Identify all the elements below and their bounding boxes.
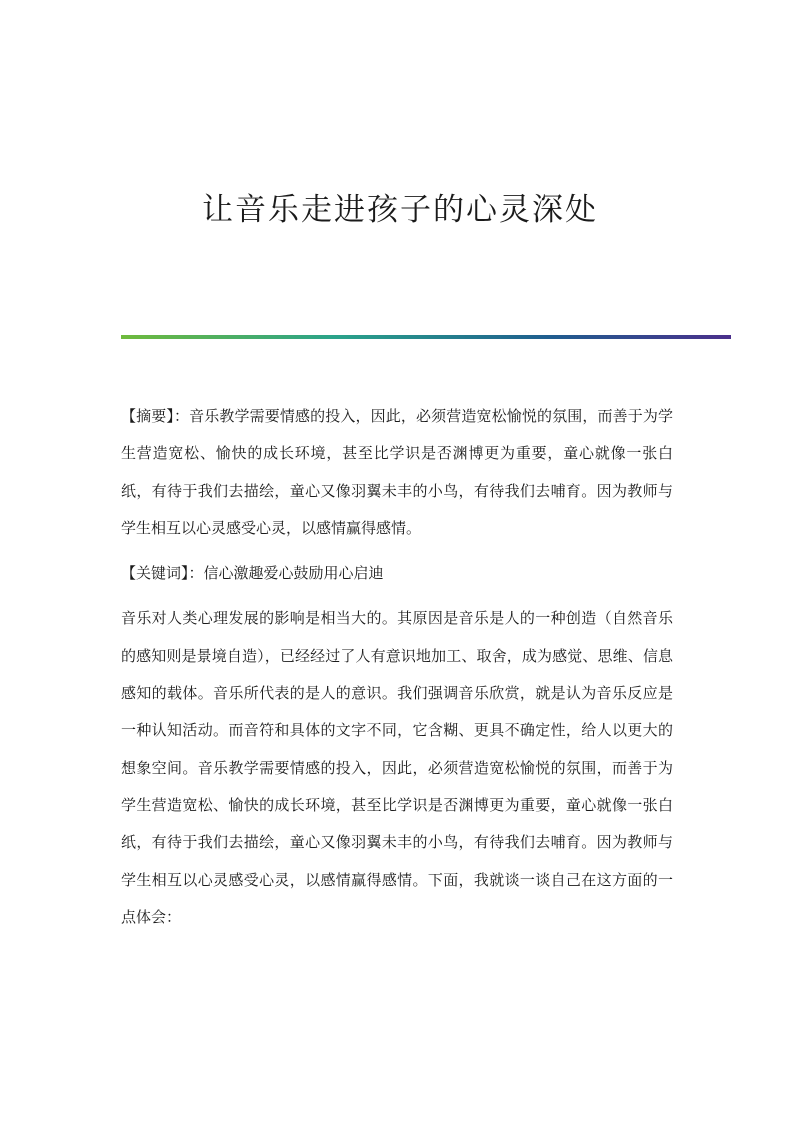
abstract-paragraph <box>121 398 673 547</box>
keywords-text: ：信心激趣爱心鼓励用心启迪 <box>188 564 384 583</box>
keywords-label: 【关键词】 <box>121 564 189 583</box>
keywords-paragraph <box>121 555 673 592</box>
document-title: 让音乐走进孩子的心灵深处 <box>202 192 598 228</box>
title-divider <box>121 335 731 339</box>
body-paragraph: 音乐对人类心理发展的影响是相当大的。其原因是音乐是人的一种创造（自然音乐的感知则是景境自造），已经经过了人有意识地加工、取舍，成为感觉、思维、信息感知的载体。音乐所代表的是人的意识。我们强调音乐欣赏，就是认为音乐反应是一种认知活动。而音符和具体的文字不同，它含糊、更具不确定性，给人以更大的想象空间。音乐教学需要情感的投入，因此，必须营造宽松愉悦的氛围，而善于为学生营造宽松、愉快的成长环境，甚至比学识是否渊博更为重要，童心就像一张白纸，有待于我们去描绘，童心又像羽翼未丰的小鸟，有待我们去哺育。因为教师与学生相互以心灵感受心灵，以感情赢得感情。下面，我就谈一谈自己在这方面的一点体会： <box>121 609 673 926</box>
abstract-label: 【摘要】 <box>121 407 174 425</box>
abstract-text: ：音乐教学需要情感的投入，因此，必须营造宽松愉悦的氛围，而善于为学生营造宽松、愉快的成长环境，甚至比学识是否渊博更为重要，童心就像一张白纸，有待于我们去描绘，童心又像羽翼未丰的小鸟，有待我们去哺育。因为教师与学生相互以心灵感受心灵，以感情赢得感情。 <box>121 407 673 537</box>
document-body <box>121 398 673 944</box>
